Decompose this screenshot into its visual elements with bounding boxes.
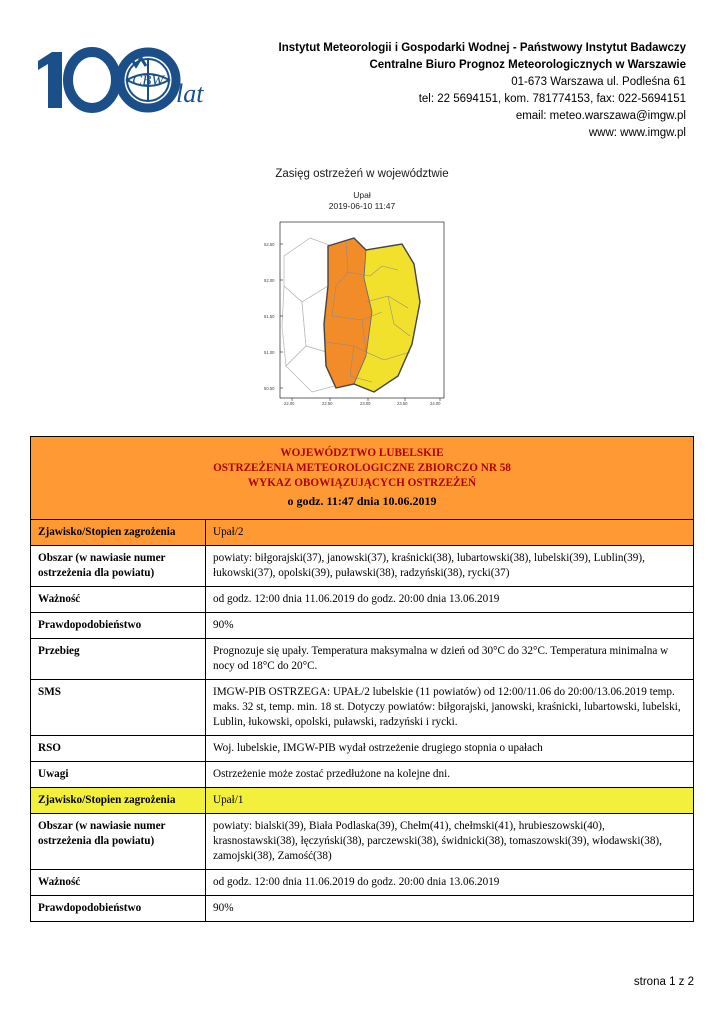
page-footer: strona 1 z 2 xyxy=(633,976,694,988)
probability-label-2: Prawdopodobieństwo xyxy=(31,896,206,922)
warning-extent-map xyxy=(257,190,467,420)
phenomenon-value-2: Upał/1 xyxy=(206,788,694,814)
institute-name: Instytut Meteorologii i Gospodarki Wodnej - Państwowy Instytut Badawczy xyxy=(278,42,686,54)
email-line: email: meteo.warszawa@imgw.pl xyxy=(515,110,686,122)
table-row xyxy=(31,788,694,814)
table-row xyxy=(31,546,694,587)
table-row xyxy=(31,680,694,736)
phenomenon-label-2: Zjawisko/Stopien zagrożenia xyxy=(31,788,206,814)
sms-value-1: IMGW-PIB OSTRZEGA: UPAŁ/2 lubelskie (11 powiatów) od 12:00/11.06 do 20:00/13.06.2019 temp. maks. 32 st, temp. min. 18 st. Dotyczy powiatów: biłgorajski, janowski, kraśnicki, lubartowski, lubelski, Lublin, łukowski, opolski, puławski, radzyński i rycki. xyxy=(206,680,694,736)
svg-text:51.50: 51.50 xyxy=(264,314,275,319)
map-title: Upał xyxy=(353,190,371,200)
svg-text:22.00: 22.00 xyxy=(284,401,295,406)
map-caption: Zasięg ostrzeżeń w województwie xyxy=(275,168,449,180)
title-line-4: o godz. 11:47 dnia 10.06.2019 xyxy=(287,494,437,508)
svg-text:23.50: 23.50 xyxy=(397,401,408,406)
svg-text:22.50: 22.50 xyxy=(322,401,333,406)
table-row xyxy=(31,870,694,896)
table-row xyxy=(31,639,694,680)
bureau-name: Centralne Biuro Prognoz Meteorologicznych w Warszawie xyxy=(369,59,686,71)
svg-text:CBW: CBW xyxy=(132,73,164,89)
institute-contact-block xyxy=(230,30,694,142)
table-row xyxy=(31,896,694,922)
map-canvas xyxy=(262,216,462,416)
document-title-cell xyxy=(31,437,694,520)
imgw-logo xyxy=(30,30,230,125)
svg-text:51.00: 51.00 xyxy=(264,350,275,355)
course-label-1: Przebieg xyxy=(31,639,206,680)
map-timestamp: 2019-06-10 11:47 xyxy=(328,201,396,211)
probability-label-1: Prawdopodobieństwo xyxy=(31,613,206,639)
probability-value-1: 90% xyxy=(206,613,694,639)
rso-label-1: RSO xyxy=(31,736,206,762)
validity-label-1: Ważność xyxy=(31,587,206,613)
svg-text:50.50: 50.50 xyxy=(264,386,275,391)
warnings-table xyxy=(30,436,694,922)
phenomenon-label-1: Zjawisko/Stopien zagrożenia xyxy=(31,520,206,546)
table-row xyxy=(31,613,694,639)
phone-line: tel: 22 5694151, kom. 781774153, fax: 022-5694151 xyxy=(418,93,686,105)
svg-text:52.00: 52.00 xyxy=(264,278,275,283)
table-row xyxy=(31,814,694,870)
area-label-1: Obszar (w nawiasie numer ostrzeżenia dla powiatu) xyxy=(31,546,206,587)
website-line: www: www.imgw.pl xyxy=(588,127,686,139)
phenomenon-value-1: Upał/2 xyxy=(206,520,694,546)
notes-value-1: Ostrzeżenie może zostać przedłużone na kolejne dni. xyxy=(206,762,694,788)
title-line-1: WOJEWÓDZTWO LUBELSKIE xyxy=(280,447,444,459)
area-label-2: Obszar (w nawiasie numer ostrzeżenia dla powiatu) xyxy=(31,814,206,870)
svg-text:24.00: 24.00 xyxy=(430,401,441,406)
table-row xyxy=(31,736,694,762)
notes-label-1: Uwagi xyxy=(31,762,206,788)
title-line-3: WYKAZ OBOWIĄZUJĄCYCH OSTRZEŻEŃ xyxy=(247,477,477,489)
table-row xyxy=(31,520,694,546)
validity-value-2: od godz. 12:00 dnia 11.06.2019 do godz. 20:00 dnia 13.06.2019 xyxy=(206,870,694,896)
rso-value-1: Woj. lubelskie, IMGW-PIB wydał ostrzeżenie drugiego stopnia o upałach xyxy=(206,736,694,762)
course-value-1: Prognozuje się upały. Temperatura maksymalna w dzień od 30°C do 32°C. Temperatura minimalna w nocy od 18°C do 20°C. xyxy=(206,639,694,680)
table-row xyxy=(31,587,694,613)
validity-label-2: Ważność xyxy=(31,870,206,896)
table-row xyxy=(31,762,694,788)
address-line: 01-673 Warszawa ul. Podleśna 61 xyxy=(511,76,686,88)
title-line-2: OSTRZEŻENIA METEOROLOGICZNE ZBIORCZO NR 58 xyxy=(213,462,511,474)
validity-value-1: od godz. 12:00 dnia 11.06.2019 do godz. 20:00 dnia 13.06.2019 xyxy=(206,587,694,613)
table-title-row xyxy=(31,437,694,520)
page-header xyxy=(0,0,724,139)
area-value-1: powiaty: biłgorajski(37), janowski(37), kraśnicki(38), lubartowski(38), lubelski(39), Lublin(39), łukowski(37), opolski(39), puławski(38), radzyński(38), rycki(37) xyxy=(206,546,694,587)
probability-value-2: 90% xyxy=(206,896,694,922)
area-value-2: powiaty: bialski(39), Biała Podlaska(39), Chełm(41), chełmski(41), hrubieszowski(40), krasnostawski(38), łęczyński(38), parczewski(38), świdnicki(38), tomaszowski(39), włodawski(38), zamojski(38), Zamość(38) xyxy=(206,814,694,870)
svg-text:23.00: 23.00 xyxy=(360,401,371,406)
sms-label-1: SMS xyxy=(31,680,206,736)
svg-text:52.50: 52.50 xyxy=(264,242,275,247)
svg-text:lat: lat xyxy=(176,79,204,108)
